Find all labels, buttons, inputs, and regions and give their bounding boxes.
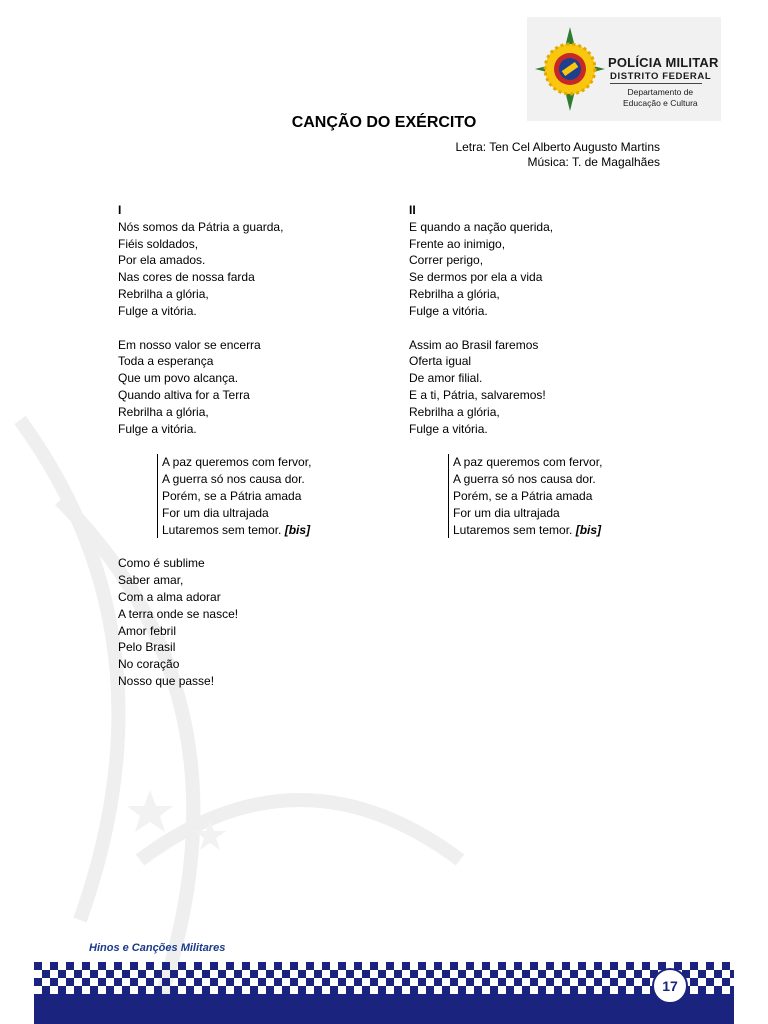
- lyric-line: Oferta igual: [409, 354, 472, 369]
- page-number: 17: [652, 968, 688, 1004]
- lyric-line: Quando altiva for a Terra: [118, 387, 250, 402]
- chorus-line: A paz queremos com fervor,: [453, 455, 603, 470]
- checkered-band: [34, 962, 734, 1024]
- lyric-line: Que um povo alcança.: [118, 371, 239, 386]
- lyric-line: Saber amar,: [118, 573, 184, 588]
- lyrics-column-1: [118, 202, 311, 707]
- stanza: [118, 337, 311, 438]
- stanza: [118, 202, 311, 320]
- chorus-line: Porém, se a Pátria amada: [162, 488, 302, 503]
- lyric-line: Rebrilha a glória,: [409, 404, 500, 419]
- lyric-line: Fulge a vitória.: [118, 303, 197, 318]
- lyric-line: Pelo Brasil: [118, 640, 176, 655]
- lyric-line: Fulge a vitória.: [409, 421, 488, 436]
- stanza: [118, 555, 311, 689]
- lyric-line: Fulge a vitória.: [409, 303, 488, 318]
- chorus-line: For um dia ultrajada: [162, 505, 269, 520]
- stanza: [409, 337, 602, 438]
- chorus-line-text: Lutaremos sem temor.: [162, 522, 282, 537]
- lyric-line: No coração: [118, 657, 180, 672]
- lyrics-credit: Letra: Ten Cel Alberto Augusto Martins: [455, 140, 660, 154]
- song-credits: [455, 140, 660, 170]
- lyric-line: Nas cores de nossa farda: [118, 270, 255, 285]
- footer-book-title: Hinos e Canções Militares: [89, 942, 226, 954]
- song-title: CANÇÃO DO EXÉRCITO: [291, 114, 477, 131]
- police-emblem-icon: [533, 25, 607, 113]
- lyric-line: Frente ao inimigo,: [409, 236, 506, 251]
- bis-marker: [bis]: [284, 522, 311, 537]
- lyric-line: Fulge a vitória.: [118, 421, 197, 436]
- chorus-line: A paz queremos com fervor,: [162, 455, 312, 470]
- part-numeral: I: [118, 203, 122, 217]
- lyric-line: Correr perigo,: [409, 253, 484, 268]
- lyric-line: Com a alma adorar: [118, 589, 221, 604]
- lyric-line: Amor febril: [118, 623, 177, 638]
- part-numeral: II: [409, 203, 416, 217]
- lyric-line: Se dermos por ela a vida: [409, 270, 543, 285]
- org-department: [623, 87, 698, 109]
- institution-logo: [527, 17, 721, 121]
- lyric-line: E quando a nação querida,: [409, 219, 554, 234]
- chorus: [157, 454, 311, 538]
- lyric-line: Toda a esperança: [118, 354, 214, 369]
- org-department-line: Educação e Cultura: [623, 98, 698, 108]
- lyric-line: Rebrilha a glória,: [118, 404, 209, 419]
- chorus-line: A guerra só nos causa dor.: [162, 472, 305, 487]
- lyric-line: Rebrilha a glória,: [118, 286, 209, 301]
- lyric-line: Rebrilha a glória,: [409, 286, 500, 301]
- lyric-line: Fiéis soldados,: [118, 236, 199, 251]
- org-subtitle: DISTRITO FEDERAL: [610, 71, 712, 82]
- stanza: [409, 202, 602, 320]
- lyric-line: Por ela amados.: [118, 253, 206, 268]
- org-name: POLÍCIA MILITAR: [608, 55, 719, 70]
- chorus-line: A guerra só nos causa dor.: [453, 472, 596, 487]
- chorus-line: For um dia ultrajada: [453, 505, 560, 520]
- lyric-line: Assim ao Brasil faremos: [409, 337, 539, 352]
- lyric-line: E a ti, Pátria, salvaremos!: [409, 387, 546, 402]
- org-divider: [610, 83, 702, 84]
- chorus: [448, 454, 602, 538]
- music-credit: Música: T. de Magalhães: [527, 155, 660, 169]
- chorus-line: Porém, se a Pátria amada: [453, 488, 593, 503]
- lyrics-column-2: [409, 202, 602, 555]
- lyric-line: Em nosso valor se encerra: [118, 337, 261, 352]
- chorus-line-text: Lutaremos sem temor.: [453, 522, 573, 537]
- org-department-line: Departamento de: [627, 87, 694, 97]
- lyric-line: Como é sublime: [118, 556, 205, 571]
- lyric-line: Nós somos da Pátria a guarda,: [118, 219, 284, 234]
- lyric-line: De amor filial.: [409, 371, 483, 386]
- lyric-line: A terra onde se nasce!: [118, 606, 239, 621]
- lyric-line: Nosso que passe!: [118, 673, 215, 688]
- bis-marker: [bis]: [575, 522, 602, 537]
- chorus-line-last: [162, 522, 311, 539]
- chorus-line-last: [453, 522, 602, 539]
